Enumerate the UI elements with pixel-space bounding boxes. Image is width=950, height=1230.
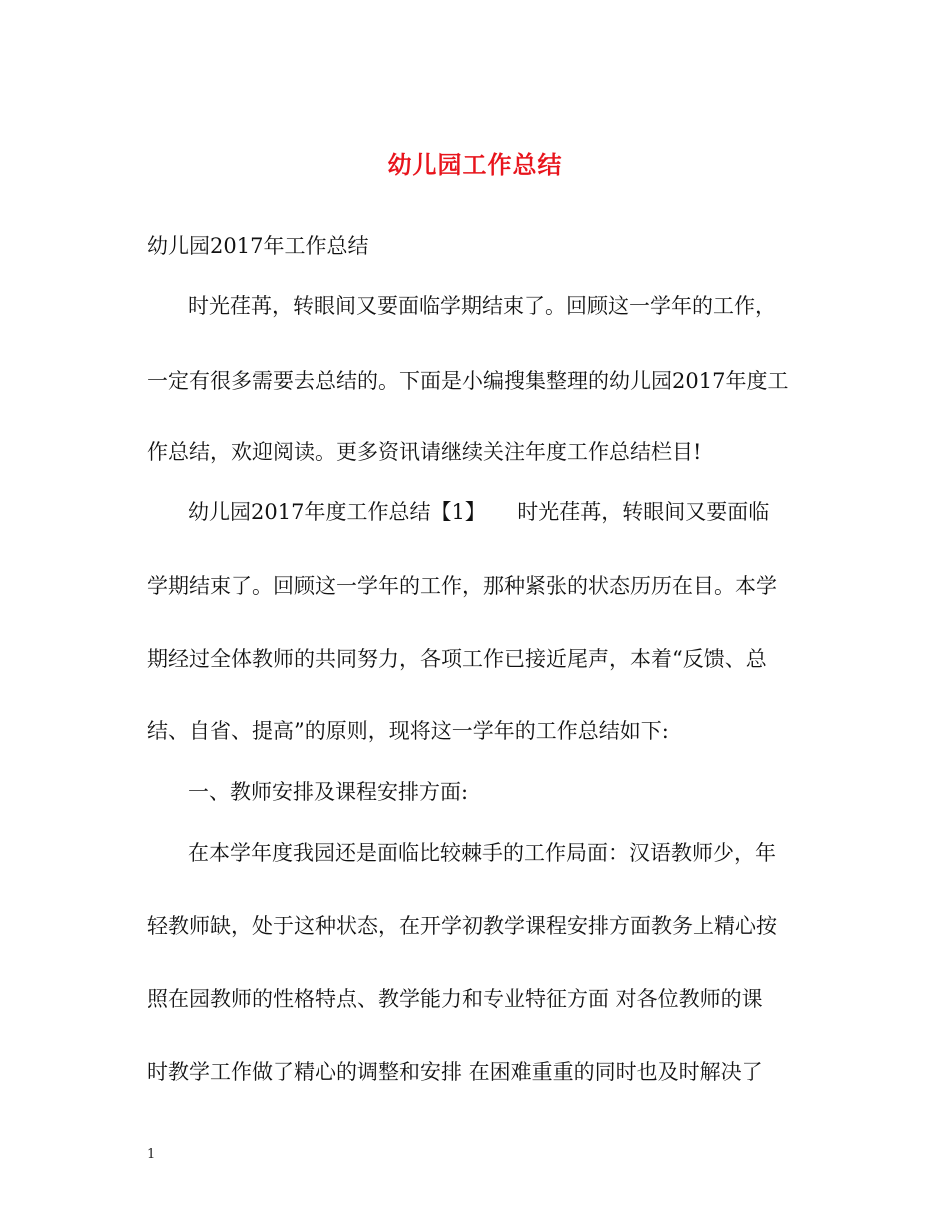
paragraph-line: 结、自省、提高”的原则，现将这一学年的工作总结如下:	[147, 719, 669, 743]
paragraph-line: 一定有很多需要去总结的。下面是小编搜集整理的幼儿园2017年度工	[147, 369, 789, 393]
paragraph-line: 幼儿园2017年度工作总结【1】 时光荏苒，转眼间又要面临	[188, 500, 770, 524]
paragraph-line: 照在园教师的性格特点、教学能力和专业特征方面 对各位教师的课	[147, 987, 763, 1011]
section-heading: 一、教师安排及课程安排方面:	[188, 780, 469, 804]
paragraph-line: 作总结，欢迎阅读。更多资讯请继续关注年度工作总结栏目!	[147, 440, 702, 464]
paragraph-line: 学期结束了。回顾这一学年的工作，那种紧张的状态历历在目。本学	[147, 574, 777, 598]
document-title: 幼儿园工作总结	[387, 150, 563, 179]
paragraph-line: 期经过全体教师的共同努力，各项工作已接近尾声，本着“反馈、总	[147, 647, 767, 671]
page-number: 1	[147, 1147, 156, 1162]
paragraph-line: 时教学工作做了精心的调整和安排 在困难重重的同时也及时解决了	[147, 1060, 763, 1084]
paragraph-line: 时光荏苒，转眼间又要面临学期结束了。回顾这一学年的工作，	[188, 294, 776, 318]
paragraph-line: 轻教师缺，处于这种状态，在开学初教学课程安排方面教务上精心按	[147, 914, 777, 938]
document-subtitle: 幼儿园2017年工作总结	[147, 234, 369, 258]
paragraph-line: 在本学年度我园还是面临比较棘手的工作局面：汉语教师少，年	[188, 841, 776, 865]
